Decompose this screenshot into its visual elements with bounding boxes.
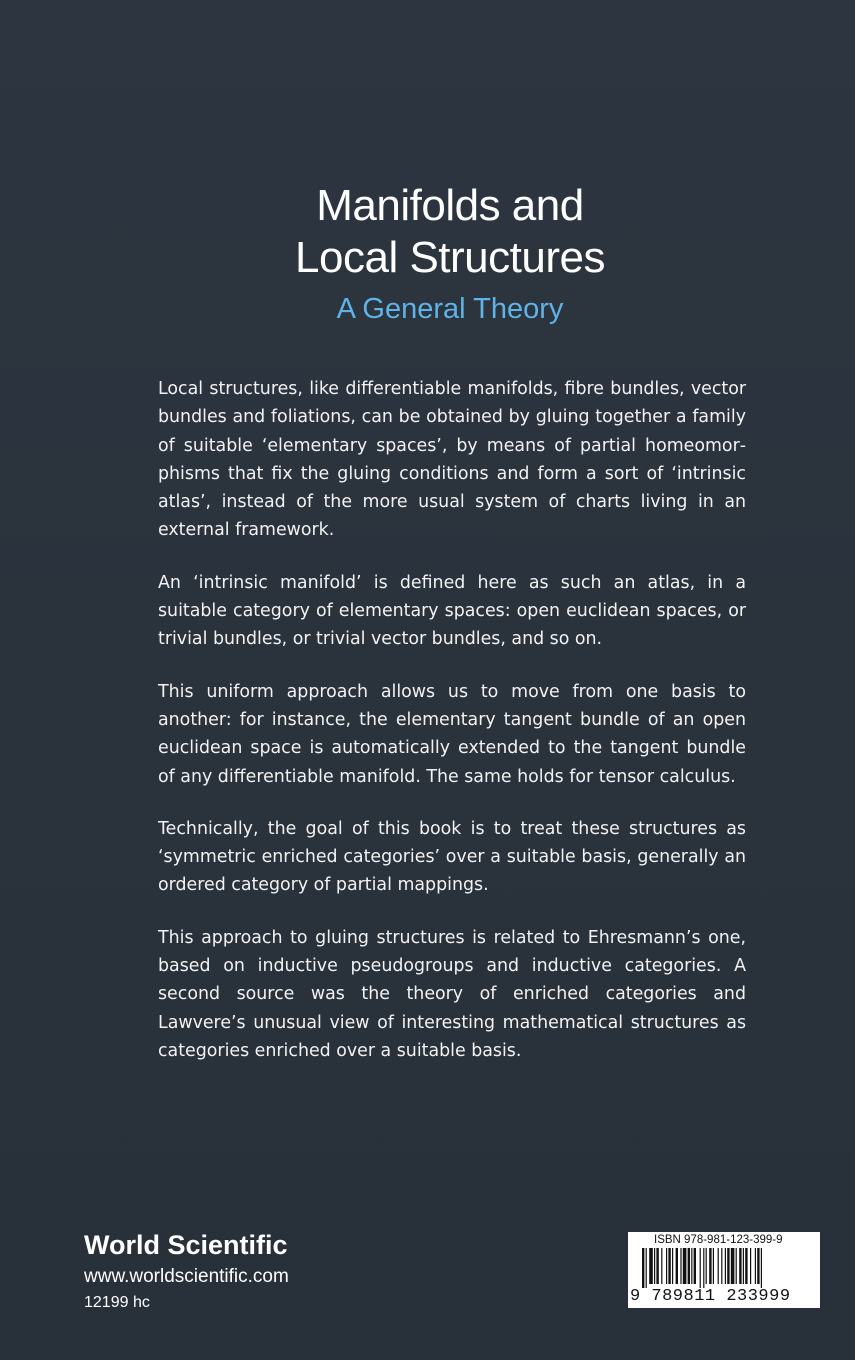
blurb-paragraph-1: Local structures, like differentiable manifolds, fibre bundles, vector bundles and foliations, can be obtained by gluing together a family of suitable ‘elementary spaces’, by means of partial homeomorphisms that fix the gluing conditions and form a sort of ‘intrinsic atlas’, instead of the more usual system of charts living in an external framework.: [158, 379, 746, 541]
barcode-bar: [646, 1248, 647, 1288]
barcode-bar: [666, 1248, 667, 1284]
publisher-code: 12199 hc: [84, 1294, 150, 1311]
barcode-bar: [757, 1248, 759, 1284]
barcode-digits: 9 789811 233999: [630, 1287, 791, 1306]
barcode-bar: [745, 1248, 747, 1284]
barcode-bars-icon: [642, 1248, 808, 1288]
book-title-line-1: Manifolds and: [316, 181, 584, 230]
barcode-bar: [750, 1248, 751, 1284]
barcode-bar: [731, 1248, 735, 1284]
publisher-url: www.worldscientific.com: [84, 1266, 289, 1287]
barcode-bar: [713, 1248, 714, 1284]
blurb-paragraph-3: This uniform approach allows us to move from one basis to another: for instance, the elementary tangent bundle of an open euclidean space is automatically extended to the tangent bundle of any differentiable manifold. The same holds for tensor calculus.: [158, 681, 746, 787]
barcode-bar: [706, 1248, 707, 1284]
isbn-barcode: [628, 1232, 820, 1308]
barcode-bar: [761, 1248, 762, 1288]
barcode-bar: [703, 1248, 704, 1288]
barcode-bar: [668, 1248, 670, 1284]
barcode-bar: [743, 1248, 744, 1284]
barcode-bar: [654, 1248, 655, 1284]
publisher-name: World Scientific: [84, 1230, 288, 1260]
barcode-bar: [727, 1248, 729, 1284]
barcode-bar: [672, 1248, 673, 1284]
blurb-text: [158, 375, 746, 1089]
title-block: [0, 180, 855, 326]
barcode-bar: [755, 1248, 756, 1284]
barcode-bar: [736, 1248, 737, 1284]
book-subtitle: A General Theory: [336, 293, 564, 325]
publisher-block: [84, 1228, 289, 1314]
barcode-bar: [680, 1248, 681, 1284]
barcode-bar: [694, 1248, 696, 1284]
barcode-bar: [688, 1248, 690, 1284]
blurb-paragraph-5: This approach to gluing structures is related to Ehresmann’s one, based on inductive pseudogroups and inductive categories. A second source was the theory of enriched categories and Lawvere’s unusual view of interesting mathematical structures as categories enriched over a suitable basis.: [158, 927, 746, 1061]
barcode-bar: [691, 1248, 692, 1284]
isbn-label: ISBN 978-981-123-399-9: [654, 1234, 783, 1246]
blurb-paragraph-2: An ‘intrinsic manifold’ is defined here as such an atlas, in a suitable category of elementary spaces: open euclidean spaces, or trivial bundles, or trivial vector bundles, and so on.: [158, 572, 746, 650]
barcode-bar: [739, 1248, 741, 1284]
barcode-bar: [700, 1248, 701, 1288]
barcode-bar: [649, 1248, 653, 1284]
barcode-bar: [676, 1248, 678, 1284]
book-title-line-2: Local Structures: [295, 233, 605, 282]
blurb-paragraph-4: Technically, the goal of this book is to treat these structures as ‘symmetric enriched categories’ over a suitable basis, generally an ordered category of partial mappings.: [158, 818, 746, 896]
barcode-bar: [718, 1248, 719, 1284]
barcode-bar: [725, 1248, 726, 1284]
barcode-bar: [642, 1248, 644, 1288]
barcode-bar: [709, 1248, 711, 1284]
barcode-bar: [721, 1248, 722, 1284]
barcode-bar: [656, 1248, 658, 1284]
barcode-bar: [683, 1248, 687, 1284]
barcode-bar: [661, 1248, 662, 1284]
